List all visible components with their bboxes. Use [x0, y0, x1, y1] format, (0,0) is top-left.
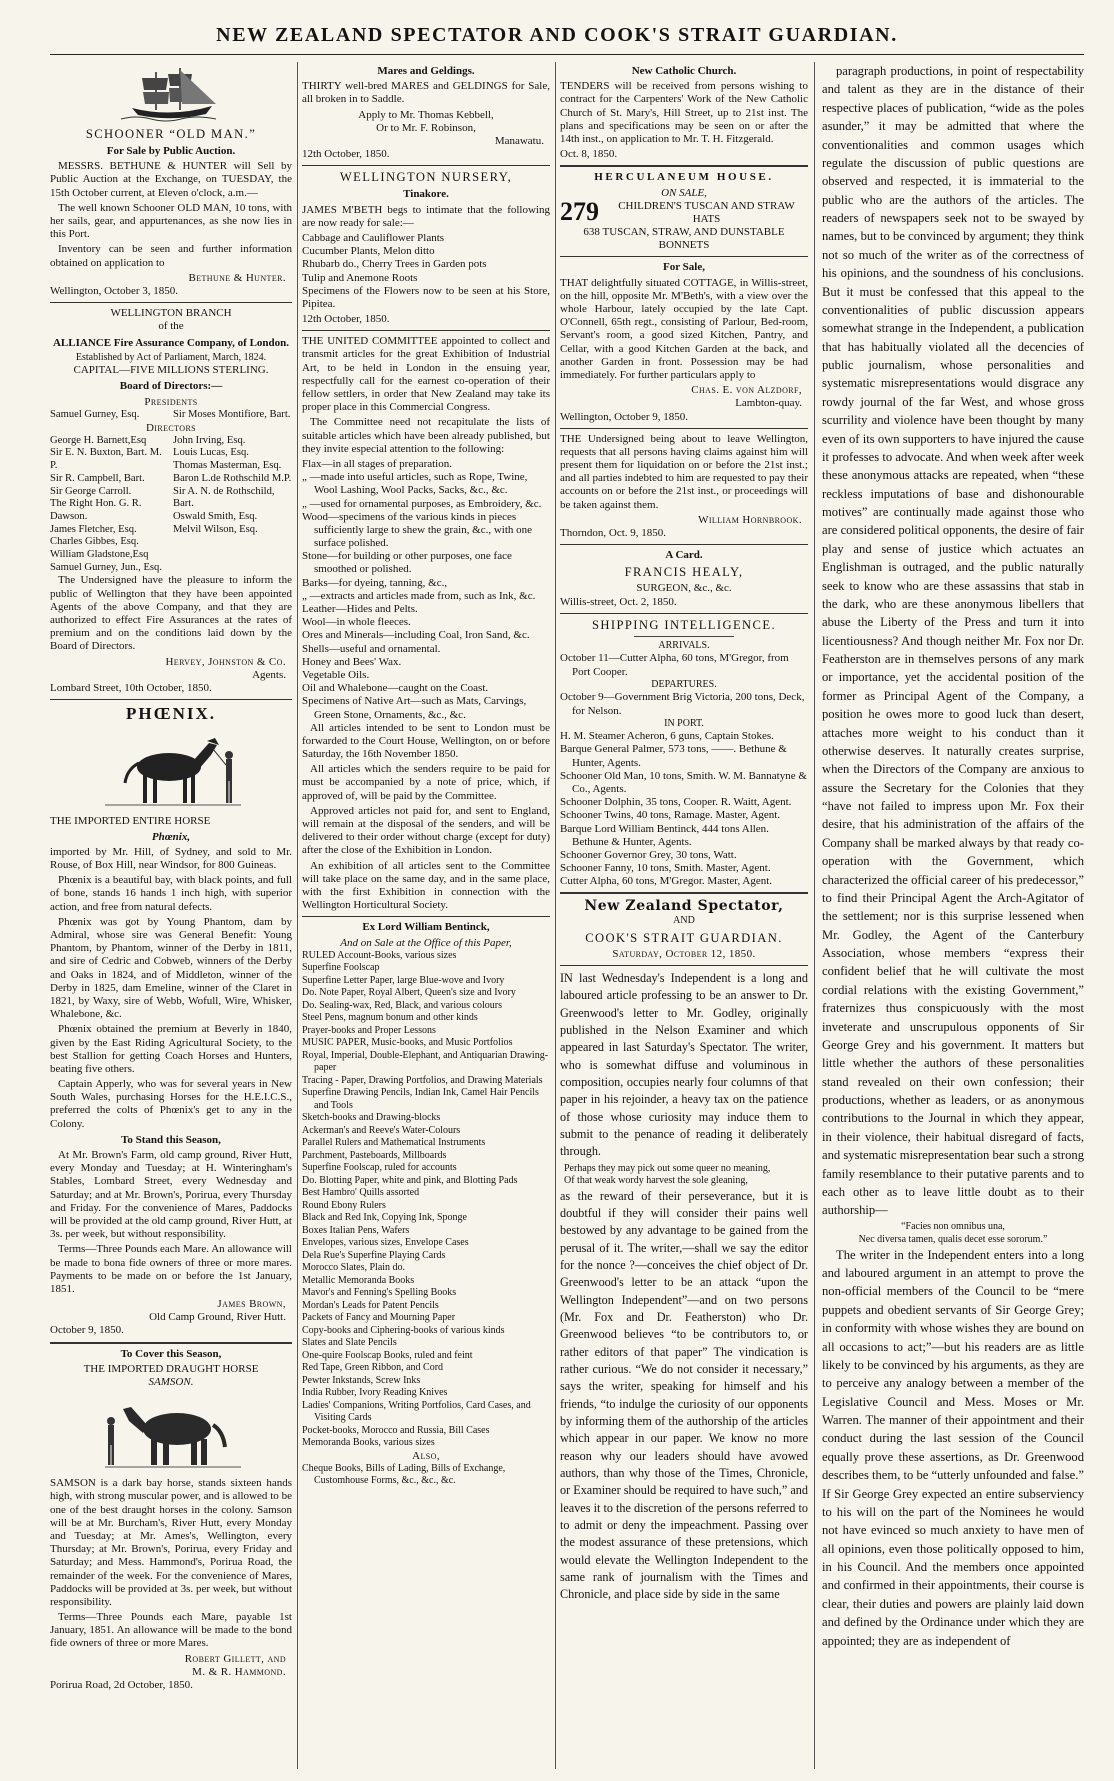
committee-item: Wood—specimens of the various kinds in pieces sufficiently large to shew the grain, &c., with one surface polished. — [302, 510, 533, 550]
alliance-heading-4: Established by Act of Parliament, March, 1824. — [75, 351, 267, 363]
herculaneum-number: 279 — [560, 196, 599, 226]
season-date: October 9, 1850. — [50, 1324, 124, 1337]
card-heading: A Card. — [665, 549, 703, 562]
paper-and: AND — [673, 915, 695, 927]
season-signature-2: Old Camp Ground, River Hutt. — [149, 1311, 286, 1324]
divider — [560, 428, 808, 429]
in-port-heading: IN PORT. — [664, 717, 704, 729]
schooner-para-1: MESSRS. BETHUNE & HUNTER will Sell by Public Auction at the Exchange, on TUESDAY, the 15th October current, at Eleven o'clock, a.m.— — [50, 160, 292, 199]
stationery-item: Pewter Inkstands, Screw Inks — [302, 1374, 421, 1386]
divider — [560, 613, 808, 614]
shipping-heading: SHIPPING INTELLIGENCE. — [591, 617, 776, 632]
stationery-item: Copy-books and Ciphering-books of various kinds — [302, 1324, 505, 1336]
cottage-signature-1: Chas. E. von Alzdorf, — [691, 384, 802, 397]
stationery-item: Superfine Letter Paper, large Blue-wove and Ivory — [302, 974, 505, 986]
alliance-directors-heading: Directors — [145, 421, 197, 434]
samson-para-2: Terms—Three Pounds each Mare, payable 1st January, 1851. An allowance will be made to the bond fide owners of three or more Mares. — [50, 1611, 292, 1650]
in-port-entry: Schooner Dolphin, 35 tons, Cooper. R. Waitt, Agent. — [560, 796, 792, 809]
paper-name: New Zealand Spectator, — [584, 898, 784, 915]
in-port-entry: Schooner Governor Grey, 30 tons, Watt. — [560, 848, 737, 861]
in-port-list — [560, 730, 808, 888]
card-name: FRANCIS HEALY, — [624, 565, 744, 580]
herculaneum-heading: HERCULANEUM HOUSE. — [594, 171, 774, 184]
director: Sir George Carroll. — [50, 485, 132, 497]
directors-right — [173, 435, 292, 575]
director: Baron L.de Rothschild M.P. — [173, 472, 292, 484]
arrivals-list — [560, 652, 808, 678]
season-para-1: At Mr. Brown's Farm, old camp ground, River Hutt, every Monday and Tuesday; at H. Winteringham's Stables, Lombard Street, every Wednesday and Saturday; and at Mr. Brown's, Porirua, every Thursday and Friday. For the convenience of Mares, Paddocks will be provided at the old camp ground, River Hutt, at 3s. per week, but without responsibility. — [50, 1149, 292, 1241]
committee-item: Stone—for building or other purposes, one face smoothed or polished. — [302, 550, 512, 576]
stationery-item: Black and Red Ink, Copying Ink, Sponge — [302, 1212, 467, 1224]
alliance-heading-3: ALLIANCE Fire Assurance Company, of London. — [52, 336, 290, 349]
herculaneum-hats — [560, 196, 808, 226]
nursery-item: Cabbage and Cauliflower Plants — [302, 231, 445, 244]
card-role: SURGEON, &c., &c. — [636, 582, 732, 595]
stationery-item: Steel Pens, magnum bonum and other kinds — [302, 1012, 478, 1024]
mares-apply-3: Manawatu. — [494, 134, 544, 147]
divider — [560, 892, 808, 894]
in-port-entry: Barque General Palmer, 573 tons, ——. Bethune & Hunter, Agents. — [560, 743, 787, 769]
director: Oswald Smith, Esq. — [173, 510, 258, 522]
cottage-date: Wellington, October 9, 1850. — [560, 410, 689, 423]
short-divider — [634, 636, 733, 637]
phoenix-para-2: Phœnix is a beautiful bay, with black points, and full of bone, stands 16 hands 1 inch high, with superior action, and free from natural defects. — [50, 874, 292, 913]
bentinck-subheading: And on Sale at the Office of this Paper, — [340, 936, 512, 949]
alliance-date: Lombard Street, 10th October, 1850. — [50, 681, 212, 694]
schooner-ship-icon — [116, 64, 226, 124]
stationery-item: Parchment, Pasteboards, Millboards — [302, 1149, 447, 1161]
president-right: Sir Moses Montifiore, Bart. — [173, 408, 291, 420]
director: George H. Barnett,Esq — [50, 434, 147, 446]
committee-item: Barks—for dyeing, tanning, &c., — [302, 576, 448, 589]
stationery-item: Do. Blotting Paper, white and pink, and Blotting Pads — [302, 1174, 518, 1186]
horse-with-groom-icon — [95, 729, 247, 813]
hornbrook-signature: William Hornbrook. — [698, 513, 802, 526]
editorial-verse-2: Of that weak wordy harvest the sole gleaning, — [564, 1175, 748, 1187]
stationery-item: Dela Rue's Superfine Playing Cards — [302, 1249, 446, 1261]
stationery-list — [302, 950, 550, 1450]
phoenix-para-3: Phœnix was got by Young Phantom, dam by Admiral, whose sire was General Benefit: Young Phantom, by Phantom, winner of the Derby in 1811, and sire of Cedric and Cobweb, winners of the Derby and Oaks in 1824, and of Middleton, winner of the Derby in 1825, dam Emeline, winner of the Claret in 1821, by Waxy, sire of Webb, Wofull, Wire, Whisker, Whalebone, &c. — [50, 915, 292, 1021]
committee-para-3: All articles intended to be sent to London must be forwarded to the Court House, Wellington, on or before Saturday, the 16th November 1850. — [302, 721, 550, 761]
directors-list — [50, 435, 292, 575]
samson-heading-3: SAMSON. — [148, 1376, 194, 1388]
divider — [50, 1342, 292, 1344]
committee-item: „ —used for ornamental purposes, as Embroidery, &c. — [302, 497, 542, 510]
in-port-entry: Schooner Fanny, 10 tons, Smith. Master, Agent. — [560, 862, 771, 875]
alliance-heading-2: of the — [158, 320, 184, 333]
column-2 — [302, 62, 550, 1769]
column-divider-1 — [297, 62, 298, 1769]
bentinck-heading: Ex Lord William Bentinck, — [362, 921, 490, 934]
phoenix-para-5: Captain Apperly, who was for several years in New South Wales, purchasing Horses for the H.E.I.C.S., preferred the colts of Phœnix's get to any in the Colony. — [50, 1078, 292, 1130]
divider — [302, 165, 550, 166]
stationery-item: Prayer-books and Proper Lessons — [302, 1024, 436, 1036]
alliance-signature-1: Hervey, Johnston & Co. — [165, 655, 286, 668]
director: William Gladstone,Esq — [50, 549, 149, 561]
committee-item: Specimens of Native Art—such as Mats, Carvings, Green Stone, Ornaments, &c., &c. — [302, 695, 527, 721]
nursery-para-2: Specimens of the Flowers now to be seen at his Store, Pipitea. — [302, 284, 550, 310]
departures-heading: DEPARTURES. — [651, 678, 717, 690]
editorial-verse-1: Perhaps they may pick out some queer no meaning, — [564, 1162, 771, 1174]
in-port-entry: Cutter Alpha, 60 tons, M'Gregor. Master, Agent. — [560, 875, 773, 888]
divider — [560, 965, 808, 966]
nursery-date: 12th October, 1850. — [302, 313, 390, 326]
committee-item: „ —made into useful articles, such as Rope, Twine, Wool Lashing, Wool Packs, Sacks, &c., &c. — [302, 471, 528, 497]
divider — [560, 256, 808, 257]
samson-date: Porirua Road, 2d October, 1850. — [50, 1679, 193, 1691]
director: Charles Gibbes, Esq. — [50, 536, 139, 548]
schooner-title: SCHOONER “OLD MAN.” — [85, 127, 257, 141]
director: James Fletcher, Esq. — [50, 523, 137, 535]
divider — [560, 165, 808, 167]
nursery-heading: WELLINGTON NURSERY, — [339, 170, 513, 185]
editorial-para-1: IN last Wednesday's Independent is a long and laboured article professing to be an answer to Dr. Greenwood's letter to Mr. Godley, originally published in the Nelson Examiner and which appeared in last Saturday's Spectator. The writer, who is somewhat diffuse and voluminous in composition, occupies nearly four columns of that paper in his rejoinder, a heavy tax on the patience of those whose curiosity may induce them to submit to the penance of reading it deliberately through. — [560, 971, 808, 1159]
alliance-capital: CAPITAL—FIVE MILLIONS STERLING. — [73, 364, 269, 377]
mares-para: THIRTY well-bred MARES and GELDINGS for Sale, all broken in to Saddle. — [302, 80, 550, 106]
directors-left — [50, 435, 169, 575]
column-divider-3 — [814, 62, 815, 1769]
stationery-item: Do. Sealing-wax, Red, Black, and various colours — [302, 999, 502, 1011]
church-para: TENDERS will be received from persons wishing to contract for the Carpenters' Work of the New Catholic Church of St. Mary's, Hill Street, up to 21st inst. The plans and specifications may be seen on or after the 14th inst., on application to Mr. T. H. Fitzgerald. — [560, 80, 808, 145]
phoenix-title: PHŒNIX. — [125, 704, 217, 724]
divider — [560, 544, 808, 545]
stationery-item: RULED Account-Books, various sizes — [302, 949, 457, 961]
masthead-rule — [50, 54, 1084, 55]
stationery-item: Pocket-books, Morocco and Russia, Bill Cases — [302, 1424, 490, 1436]
herculaneum-line-1: CHILDREN'S TUSCAN AND STRAW HATS — [618, 199, 795, 225]
schooner-para-2: The well known Schooner OLD MAN, 10 tons, with her sails, gear, and appurtenances, as she now lies in this Port. — [50, 201, 292, 241]
editorial-cont-para-1: paragraph productions, in point of respectability and talent as they are in the distance of their respective places of publication, “wide as the poles asunder,” it may be admitted that where the conventionalities and common usages which regulate the discussion of public questions are observed and respected, it is immaterial to the public who are the authors of the articles. The readers of newspapers seek not to be swayed by names, but to be convinced by argument; they think not so much of the writer as of the correctness of his opinions, and the soundness of his conclusions. But it must be confessed that this appeal to the conventionalities of public discussion appears somewhat strange in the Independent, a publication that has habitually violated all the decencies of public journalism, whose personalities and systematic misrepresentations would disgrace any rowdy journal of the far West, and whose gross scurrility and violence have been thought by many even of its own supporters to have injured the cause it professes to advocate. And when week after week these anonymous attacks are repeated, when “these reckless imputations of base and dishonourable motives” are continually made against those who are considered political opponents, the desire of fair play and sense of justice which actuates an Englishman is outraged, and the public naturally seek to know who are these assassins that stab in the dark, who are these anonymous libellers that abuse the Liberty of the Press and turn it into licentiousness? And though neither Mr. Fox nor Dr. Featherston are in themselves persons of any mark or importance, yet the accidental position of the former as Principal Agent of the Company, a position he owes more to good luck than desert, attaches more weight to his conduct than it otherwise deserves. It naturally creates surprise, when the Directors of the Company are anxious to assure the Secretary for the Colonies that they “have not failed to impress upon Mr. Fox their desire, that his administration of the affairs of the Company shall be marked always by that ready co-operation with the Government, which characterized the official career of his predecessor,” to find their Principal Agent the Arch-Agitator of the settlement; nor is this surprise lessened when Mr. Godley, the Agent of the Canterbury Association, whose members “express their confident belief that he will cultivate the most cordial relations with the existing Government,” fraternizes thus conspicuously with the most inveterate and unscrupulous opponents of Sir George Grey and his government. It matters but little whether the authors of these personalities stand revealed on their own confession; their productions, whether as leaders, or as anonymous contributions to the Journal in which they appear, in their violence, their habitual disregard of facts, and systematic misrepresentation bear such a strong family resemblance to their putative parents and to each other as to leave little doubt as to their authorship— — [822, 64, 1084, 1218]
stationery-item: One-quire Foolscap Books, ruled and feint — [302, 1349, 473, 1361]
committee-item: Honey and Bees' Wax. — [302, 655, 402, 668]
arrival-entry: October 11—Cutter Alpha, 60 tons, M'Gregor, from Port Cooper. — [560, 652, 789, 678]
committee-item: Oil and Whalebone—caught on the Coast. — [302, 682, 489, 695]
samson-para-1: SAMSON is a dark bay horse, stands sixteen hands high, with strong muscular power, and is allowed to be one of the best draught horses in the colony. Samson will be at Mr. Burcham's, River Hutt, every Monday and Tuesday; at Mr. Ames's, Wellington, every Thursday; at Mr. Brown's, Porirua, every Friday and Saturday; and Mess. Hammond's, Porirua Road, the remainder of the week. For the convenience of Mares, Paddocks will be provided at 3s. per week, but without responsibility. — [50, 1477, 292, 1608]
stationery-item: Slates and Slate Pencils — [302, 1337, 397, 1349]
divider — [50, 302, 292, 303]
in-port-entry: H. M. Steamer Acheron, 6 guns, Captain Stokes. — [560, 730, 774, 743]
season-heading: To Stand this Season, — [121, 1133, 221, 1146]
mares-heading: Mares and Geldings. — [377, 65, 475, 77]
alliance-presidents-heading: Presidents — [144, 395, 198, 408]
in-port-entry: Schooner Twins, 40 tons, Ramage. Master, Agent. — [560, 809, 781, 822]
column-1 — [50, 62, 292, 1769]
phoenix-name: Phœnix, — [151, 830, 191, 843]
stationery-item: Ladies' Companions, Writing Portfolios, Card Cases, and Visiting Cards — [302, 1399, 531, 1424]
samson-signature-2: M. & R. Hammond. — [192, 1665, 286, 1678]
stationery-item: India Rubber, Ivory Reading Knives — [302, 1387, 448, 1399]
stationery-item: Mavor's and Fenning's Spelling Books — [302, 1287, 457, 1299]
bentinck-also: Also, — [412, 1449, 440, 1462]
alliance-signature-2: Agents. — [252, 668, 286, 681]
mares-apply-2: Or to Mr. F. Robinson, — [376, 121, 476, 134]
stationery-item: Envelopes, various sizes, Envelope Cases — [302, 1237, 469, 1249]
herculaneum-sale: ON SALE, — [661, 186, 707, 199]
director: Sir A. N. de Rothschild, Bart. — [173, 485, 275, 510]
schooner-date: Wellington, October 3, 1850. — [50, 284, 179, 297]
paper-name-2: COOK'S STRAIT GUARDIAN. — [585, 930, 783, 945]
stationery-item: Superfine Foolscap, ruled for accounts — [302, 1162, 457, 1174]
presidents-list — [50, 409, 292, 422]
stationery-item: Packets of Fancy and Mourning Paper — [302, 1312, 456, 1324]
samson-heading-2: THE IMPORTED DRAUGHT HORSE — [83, 1362, 259, 1375]
draught-horse-icon — [95, 1391, 247, 1475]
president-left: Samuel Gurney, Esq. — [50, 408, 140, 420]
stationery-item: Metallic Memoranda Books — [302, 1274, 415, 1286]
nursery-para: JAMES M'BETH begs to intimate that the following are now ready for sale:— — [302, 203, 550, 229]
masthead-title: NEW ZEALAND SPECTATOR AND COOK'S STRAIT GUARDIAN. — [216, 24, 898, 46]
samson-heading-1: To Cover this Season, — [120, 1347, 222, 1360]
stationery-item: Do. Note Paper, Royal Albert, Queen's size and Ivory — [302, 987, 516, 999]
schooner-subtitle: For Sale by Public Auction. — [106, 145, 236, 158]
stationery-item: Morocco Slates, Plain do. — [302, 1262, 406, 1274]
cottage-para: THAT delightfully situated COTTAGE, in Willis-street, on the hill, opposite Mr. M'Beth's, with a view over the whole Harbour, lately occupied by the late Capt. O'Connell, 65th regt., consisting of Parlour, Bed-room, Servant's room, a good sized Kitchen, Pantry, and Cellar, with a good Kitchen Garden at the back, and another Garden in front. Possession may be had immediately. For further particulars apply to — [560, 276, 808, 381]
stationery-item: Mordan's Leads for Patent Pencils — [302, 1299, 439, 1311]
stationery-item: Sketch-books and Drawing-blocks — [302, 1112, 441, 1124]
nursery-subheading: Tinakore. — [403, 188, 449, 201]
column-divider-2 — [555, 62, 556, 1769]
nursery-item: Cucumber Plants, Melon ditto — [302, 245, 435, 258]
divider — [302, 916, 550, 917]
church-heading: New Catholic Church. — [631, 65, 737, 77]
hornbrook-para: THE Undersigned being about to leave Wellington, requests that all persons having claims against him will present them for liquidation on or before the 21st inst.; and all parties indebted to him are requested to pay their accounts on or before the 21st inst., or proceedings will be taken against them. — [560, 432, 808, 511]
alliance-heading-1: WELLINGTON BRANCH — [110, 307, 232, 320]
schooner-para-3: Inventory can be seen and further information obtained on application to — [50, 243, 292, 269]
phoenix-para-1: imported by Mr. Hill, of Sydney, and sold to Mr. Rouse, of Box Hill, near Windsor, for 800 Guineas. — [50, 845, 292, 872]
divider — [50, 699, 292, 700]
editorial-cont-para-2: The writer in the Independent enters into a long and laboured argument in an attempt to prove the non-official members of the Council to be “mere puppets and obedient servants of Sir George Grey; in conformity with whose wishes they are bound on all occasions to act;”—but his readers are as little likely to be convinced by his arguments, as they are to perceive any analogy between a member of the Legislative Council and Mess. Moses or Mr. Warren. The manner of their appointment and their conduct during the last session of the Council equally prove these assertions, as Dr. Greenwood describes them, to be “utterly unfounded and false.” If Sir George Grey expected an entire subserviency to his will on the part of the Nominees he would not have evinced so much anxiety to have men of all opinions, even those politically opposed to him, in his Council. And the members once appointed and confirmed in their appointments, their course is clear, their duties and powers are plainly laid down and defined by the Ordinance under which they are appointed; they are as independent of — [822, 1247, 1084, 1648]
stationery-item: Ackerman's and Reeve's Water-Colours — [302, 1124, 461, 1136]
nursery-item: Rhubarb do., Cherry Trees in Garden pots — [302, 258, 487, 271]
cottage-heading: For Sale, — [663, 261, 705, 274]
cottage-signature-2: Lambton-quay. — [735, 397, 802, 410]
committee-item: Leather—Hides and Pelts. — [302, 603, 418, 616]
stationery-item: Memoranda Books, various sizes — [302, 1437, 435, 1449]
director: John Irving, Esq. — [173, 434, 246, 446]
samson-signature-1: Robert Gillett, and — [184, 1652, 286, 1665]
mares-date: 12th October, 1850. — [302, 148, 390, 161]
in-port-entry: Schooner Old Man, 10 tons, Smith. W. M. Bannatyne & Co., Agents. — [560, 769, 807, 795]
director: The Right Hon. G. R. Dawson. — [50, 498, 142, 522]
committee-item: Vegetable Oils. — [302, 668, 370, 681]
stationery-item: Tracing - Paper, Drawing Portfolios, and Drawing Materials — [302, 1074, 543, 1086]
committee-item: Shells—useful and ornamental. — [302, 642, 441, 655]
departure-entry: October 9—Government Brig Victoria, 200 tons, Deck, for Nelson. — [560, 691, 805, 717]
bentinck-last: Cheque Books, Bills of Lading, Bills of Exchange, Customhouse Forms, &c., &c., &c. — [302, 1462, 506, 1487]
church-date: Oct. 8, 1850. — [560, 148, 618, 161]
divider — [302, 330, 550, 331]
stationery-item: Royal, Imperial, Double-Elephant, and Antiquarian Drawing-paper — [302, 1049, 549, 1074]
mares-apply-1: Apply to Mr. Thomas Kebbell, — [358, 108, 494, 121]
alliance-para: The Undersigned have the pleasure to inform the public of Wellington that they have been appointed Agents of the above Company, and that they are authorized to effect Fire Assurances at the rates of premium and on the conditions laid down by the Board of Directors. — [50, 574, 292, 653]
committee-item: Ores and Minerals—including Coal, Iron Sand, &c. — [302, 629, 530, 642]
departures-list — [560, 691, 808, 717]
arrivals-heading: ARRIVALS. — [658, 639, 710, 651]
phoenix-para-4: Phœnix obtained the premium at Beverly in 1840, given by the East Riding Agricultural Society, to the best Stallion for getting Coach Horses and Hunters, beating five others. — [50, 1023, 292, 1075]
column-4 — [822, 62, 1084, 1769]
bentinck-last-list — [302, 1463, 550, 1488]
committee-para-6: An exhibition of all articles sent to the Committee will take place on the same day, and in the same place, with the first Exhibition in connection with the Wellington Horticultural Society. — [302, 859, 550, 912]
committee-para-2: The Committee need not recapitulate the lists of suitable articles which have been already published, but they invite especial attention to the following: — [302, 416, 550, 455]
latin-quote-2: Nec diversa tamen, qualis decet esse sororum.” — [858, 1233, 1048, 1245]
committee-item: Wool—in whole fleeces. — [302, 616, 411, 629]
committee-item: „ —extracts and articles made from, such as Ink, &c. — [302, 589, 536, 602]
schooner-signature: Bethune & Hunter. — [188, 271, 286, 284]
director: Thomas Masterman, Esq. — [173, 460, 282, 472]
nursery-item: Tulip and Anemone Roots — [302, 271, 418, 284]
stationery-item: Round Ebony Rulers — [302, 1199, 386, 1211]
hornbrook-date: Thorndon, Oct. 9, 1850. — [560, 527, 667, 539]
committee-para-1: THE UNITED COMMITTEE appointed to collect and transmit articles for the great Exhibition of Industrial Art, to be held in London in the ensuing year, respectfully call for the earnest co-operation of their fellow settlers, in order that New Zealand may take its proper place in this Commercial Congress. — [302, 335, 550, 414]
latin-quote-1: “Facies non omnibus una, — [901, 1220, 1005, 1232]
stationery-item: Superfine Foolscap — [302, 962, 380, 974]
director: Sir R. Campbell, Bart. — [50, 472, 145, 484]
stationery-item: Best Hambro' Quills assorted — [302, 1187, 420, 1199]
paper-date: Saturday, October 12, 1850. — [612, 947, 756, 960]
stationery-item: MUSIC PAPER, Music-books, and Music Portfolios — [302, 1037, 513, 1049]
column-3 — [560, 62, 808, 1769]
stationery-item: Boxes Italian Pens, Wafers — [302, 1224, 410, 1236]
director: Louis Lucas, Esq. — [173, 447, 249, 459]
herculaneum-line-2: 638 TUSCAN, STRAW, AND DUNSTABLE BONNETS — [583, 226, 785, 252]
committee-items — [302, 458, 550, 722]
in-port-entry: Barque Lord William Bentinck, 444 tons Allen. Bethune & Hunter, Agents. — [560, 822, 769, 848]
committee-para-5: Approved articles not paid for, and sent to England, will remain at the disposal of the senders, and will be delivered to their order without charge (except for duty) after the close of the Exhibition in London. — [302, 804, 550, 857]
stationery-item: Superfine Drawing Pencils, Indian Ink, Camel Hair Pencils and Tools — [302, 1087, 539, 1111]
stationery-item: Parallel Rulers and Mathematical Instruments — [302, 1137, 486, 1149]
stationery-item: Red Tape, Green Ribbon, and Cord — [302, 1362, 444, 1374]
season-para-2: Terms—Three Pounds each Mare. An allowance will be made to bona fide owners of three or more mares. Payments to be made on or before the 1st January, 1851. — [50, 1243, 292, 1295]
committee-item: Flax—in all stages of preparation. — [302, 457, 452, 470]
phoenix-heading: THE IMPORTED ENTIRE HORSE — [50, 814, 211, 827]
director: Samuel Gurney, Jun., Esq. — [50, 561, 163, 573]
director: Melvil Wilson, Esq. — [173, 523, 258, 535]
committee-para-4: All articles which the senders require to be paid for must be accompanied by a note of price, which, if approved of, will be paid by the Committee. — [302, 763, 550, 802]
director: Sir E. N. Buxton, Bart. M. P. — [50, 447, 162, 472]
editorial-para-2: as the reward of their perseverance, but it is doubtful if they will consider their pains well bestowed by any advantage to be gained from the perusal of it. The writer,—shall we say the editor for the nonce ?—conceives the chief object of Dr. Greenwood's letter to be an attack “upon the Wellington Independent”—and on two persons (Mr. Fox and Dr. Featherston) who Dr. Greenwood believes “to be contributors to, or rather editors of that paper” The vindication is rather curious. “We do not consider it necessary,” says the writer, speaking for himself and his friends, “to indulge the curiosity of our opponents by informing them of the authorship of the articles which appear in our paper. We know no more reason why our leaders should have avowed authors, than why those of the Times, Chronicle, or Examiner should be required to have such,” and leaves it to the discretion of the persons referred to to admit or deny the impeachment. Passing over the modest assurance of these pretensions, which would elevate the Wellington Independent to the same rank of journalism with the Times and Chronicle, and place side by side in the same — [560, 1188, 808, 1602]
season-signature-1: James Brown, — [217, 1298, 286, 1311]
card-address: Willis-street, Oct. 2, 1850. — [560, 595, 677, 608]
alliance-board-heading: Board of Directors:— — [119, 380, 223, 393]
